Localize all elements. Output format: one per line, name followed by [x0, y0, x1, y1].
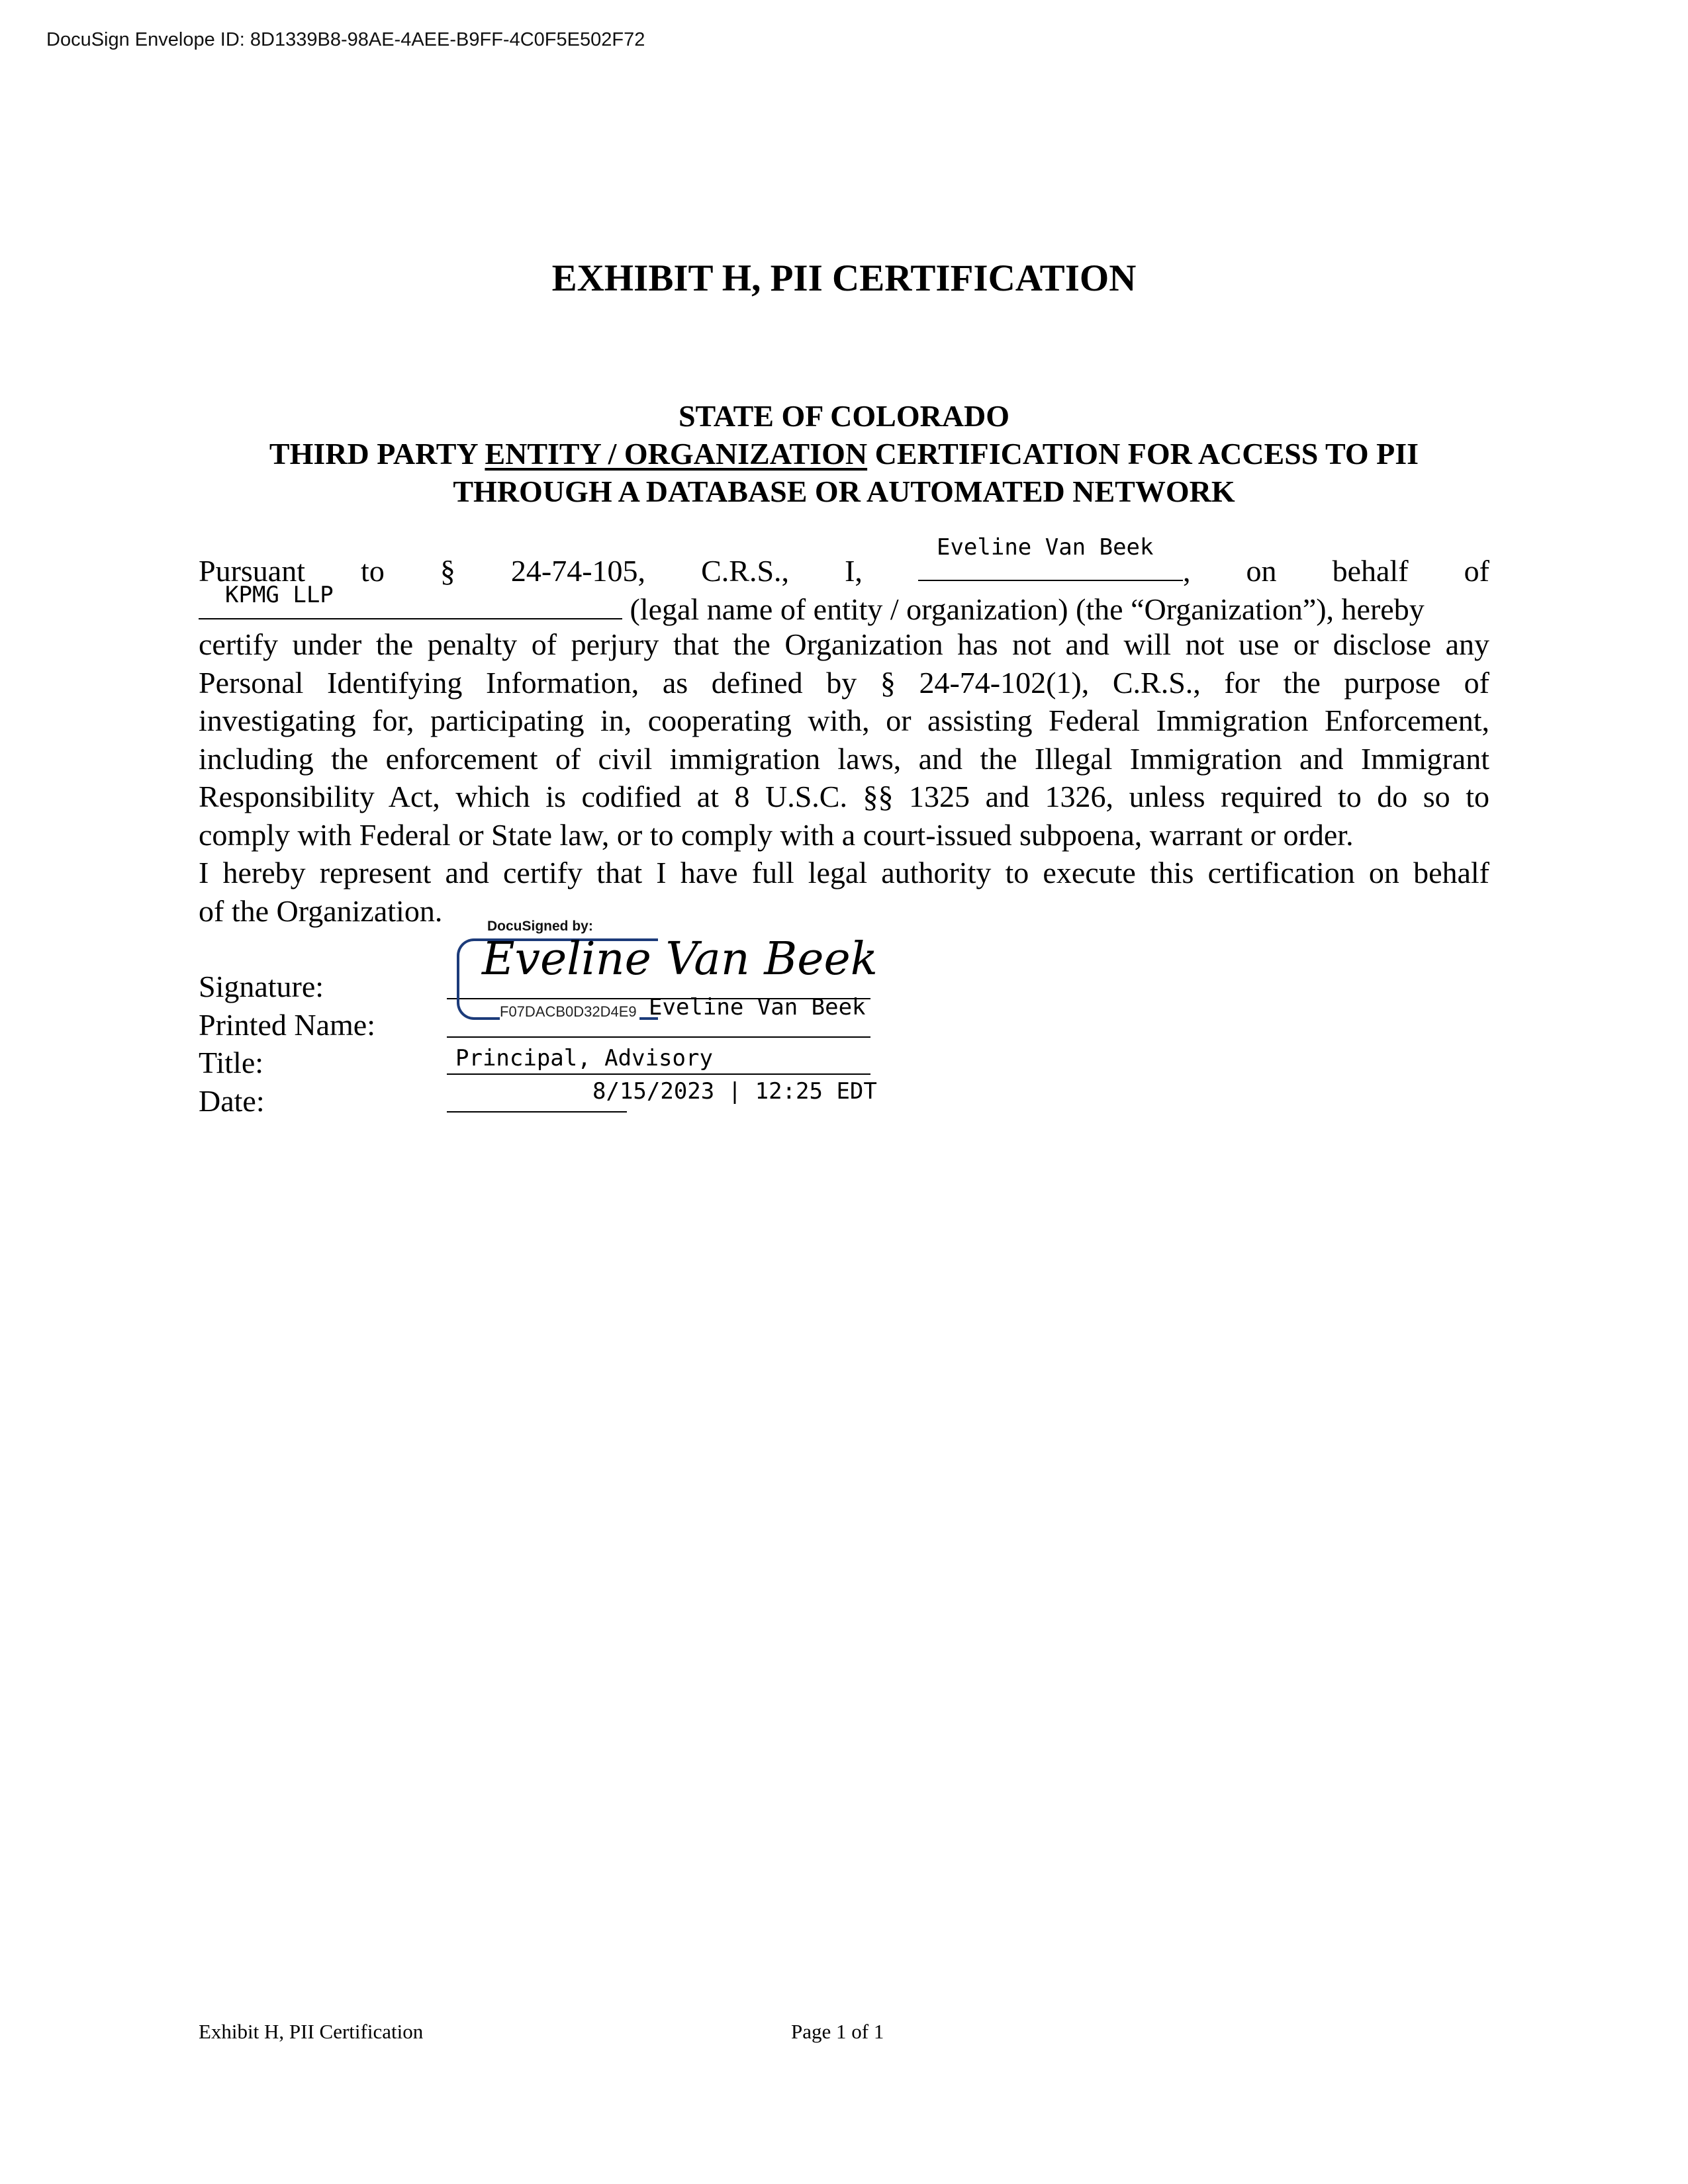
signature-label: Signature: — [199, 970, 324, 1003]
printed-name-line — [447, 1036, 870, 1038]
title-value: Principal, Advisory — [455, 1045, 713, 1071]
title-label: Title: — [199, 1046, 264, 1079]
signer-name-value: Eveline Van Beek — [936, 534, 1154, 561]
subheading — [0, 397, 1688, 510]
word: § — [440, 554, 455, 588]
subheading-line-2-end: CERTIFICATION FOR ACCESS TO PII — [867, 437, 1419, 471]
word: to — [361, 554, 385, 588]
footer-document-name: Exhibit H, PII Certification — [199, 2020, 424, 2043]
organization-field — [199, 581, 622, 619]
handwritten-signature: Eveline Van Beek — [482, 933, 878, 985]
date-line — [447, 1111, 627, 1113]
word: on — [1246, 554, 1277, 588]
date-label: Date: — [199, 1083, 265, 1118]
signature-labels — [199, 968, 375, 1120]
signature-id: F07DACB0D32D4E9 — [500, 1003, 639, 1021]
signer-name-field — [918, 534, 1191, 590]
body-line-1 — [199, 534, 1489, 588]
legal-name-caption: (legal name of entity / organization) (the “Organization”), hereby — [622, 592, 1425, 626]
subheading-line-2 — [0, 435, 1688, 473]
body-line: investigating for, participating in, cooperating with, or assisting Federal Immigration Enforcement, — [199, 704, 1489, 737]
subheading-line-3: THROUGH A DATABASE OR AUTOMATED NETWORK — [453, 475, 1235, 508]
subheading-underlined-text: ENTITY / ORGANIZATION — [485, 437, 868, 471]
body-line: I hereby represent and certify that I have full legal authority to execute this certification on behalf — [199, 856, 1489, 889]
comma: , — [1182, 554, 1191, 588]
word: of — [1464, 554, 1489, 588]
word: 24-74-105, — [510, 554, 646, 588]
body-line: including the enforcement of civil immigration laws, and the Illegal Immigration and Immigrant — [199, 741, 1489, 776]
docusigned-by-label: DocuSigned by: — [482, 919, 598, 934]
printed-name-value: Eveline Van Beek — [649, 994, 866, 1021]
certification-body — [199, 534, 1489, 930]
printed-name-label: Printed Name: — [199, 1007, 375, 1042]
title-line — [447, 1073, 870, 1075]
body-line-2 — [199, 581, 1489, 626]
body-line: comply with Federal or State law, or to comply with a court-issued subpoena, warrant or order. — [199, 817, 1354, 852]
page-title: EXHIBIT H, PII CERTIFICATION — [551, 257, 1137, 299]
body-line: Responsibility Act, which is codified at 8 U.S.C. §§ 1325 and 1326, unless required to do so to — [199, 780, 1489, 813]
subheading-line-1: STATE OF COLORADO — [678, 399, 1010, 433]
body-line: Personal Identifying Information, as defined by § 24-74-102(1), C.R.S., for the purpose of — [199, 665, 1489, 700]
subheading-line-2-start: THIRD PARTY — [269, 437, 485, 471]
organization-value: KPMG LLP — [225, 581, 334, 608]
envelope-id: DocuSign Envelope ID: 8D1339B8-98AE-4AEE-B9FF-4C0F5E502F72 — [46, 29, 645, 50]
body-line: certify under the penalty of perjury that the Organization has not and will not use or disclose any — [199, 627, 1489, 661]
body-line: of the Organization. — [199, 893, 443, 928]
word: Pursuant — [199, 554, 305, 588]
footer-page-number: Page 1 of 1 — [791, 2020, 884, 2043]
date-value: 8/15/2023 | 12:25 EDT — [592, 1078, 877, 1105]
word: I, — [845, 554, 863, 588]
word: C.R.S., — [701, 554, 790, 588]
word: behalf — [1332, 554, 1409, 588]
